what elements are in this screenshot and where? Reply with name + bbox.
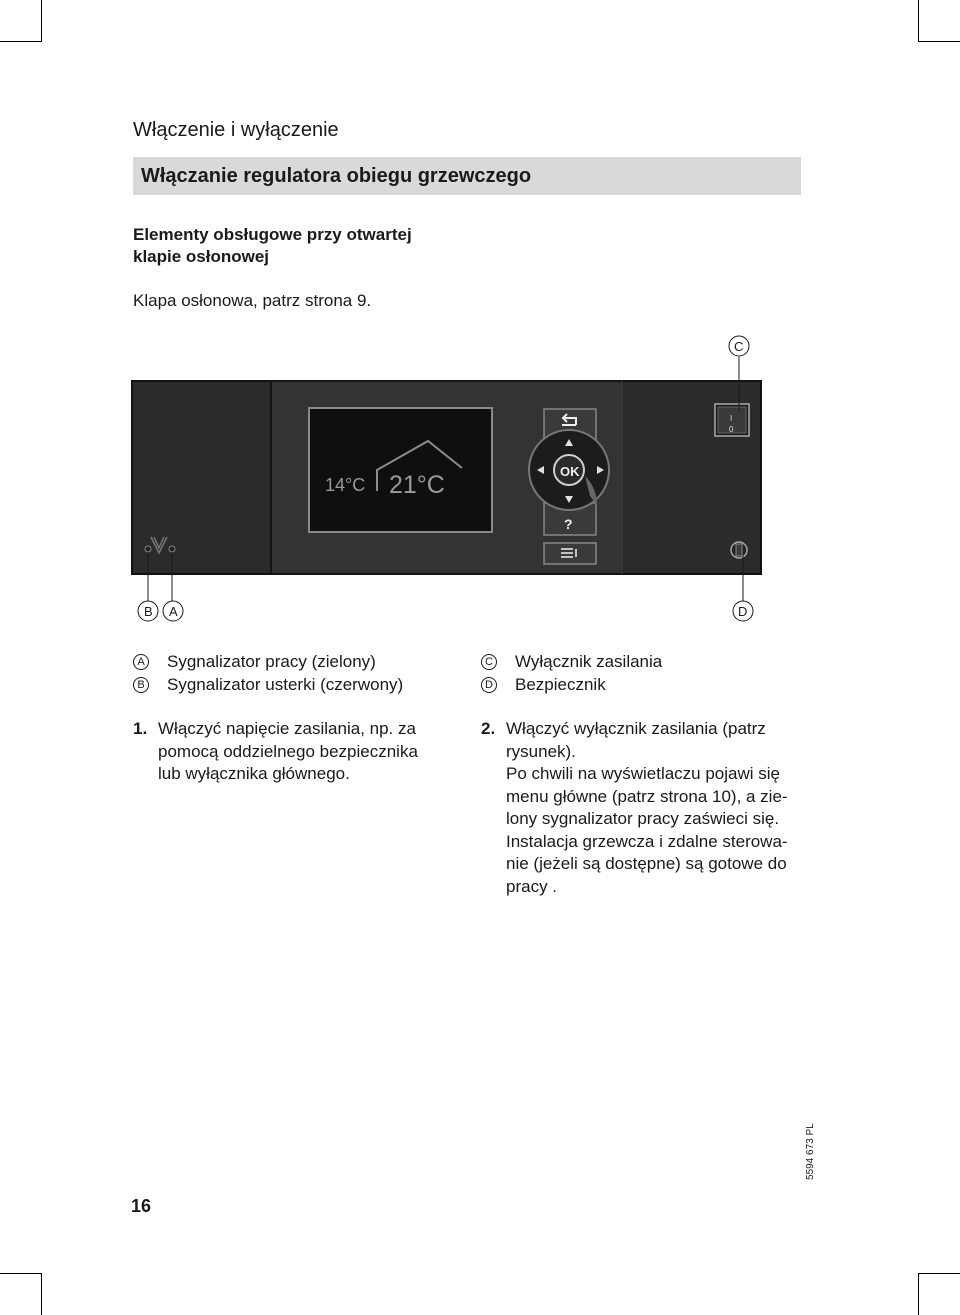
help-label: ? <box>564 516 573 532</box>
step-line: pomocą oddzielnego bezpiecznika <box>158 741 418 761</box>
step-line: Włączyć wyłącznik zasilania (patrz <box>506 719 766 738</box>
step-line: rysunek). <box>506 741 576 761</box>
subheading-line: klapie osłonowej <box>133 247 270 266</box>
legend-text: Sygnalizator pracy (zielony) <box>167 652 376 671</box>
legend-item-d <box>481 673 606 696</box>
switch-on-label: I <box>730 414 733 423</box>
callout-d <box>733 601 753 621</box>
display-bezel <box>309 408 492 532</box>
page-number: 16 <box>131 1196 152 1216</box>
controller-figure <box>0 330 960 630</box>
step-line: lony sygnalizator pracy zaświeci się. <box>506 809 780 828</box>
step-line: pracy . <box>506 876 558 896</box>
svg-text:B: B <box>144 604 153 619</box>
cover-flap-note: Klapa osłonowa, patrz strona 9. <box>133 291 372 310</box>
legend-item-a <box>133 650 376 673</box>
ok-label: OK <box>560 464 580 479</box>
step-text <box>158 718 418 786</box>
operation-indicator <box>169 546 175 552</box>
legend-key: D <box>481 677 497 693</box>
switch-off-label: 0 <box>729 425 734 434</box>
outdoor-temperature: 14°C <box>325 475 366 495</box>
heading-text: Włączanie regulatora obiegu grzewczego <box>141 165 532 187</box>
heading-bar <box>133 157 801 195</box>
svg-text:A: A <box>169 604 178 619</box>
step-line: Po chwili na wyświetlaczu pojawi się <box>506 764 781 783</box>
callout-a <box>163 601 183 621</box>
step-1 <box>133 718 463 788</box>
svg-text:D: D <box>738 604 748 619</box>
step-number: 2. <box>481 719 496 738</box>
legend-text: Sygnalizator usterki (czerwony) <box>167 675 404 694</box>
legend-key: A <box>133 654 149 670</box>
legend-item-b <box>133 673 403 696</box>
step-line: Instalacja grzewcza i zdalne sterowa- <box>506 831 788 851</box>
subheading-line: Elementy obsługowe przy otwartej <box>133 225 412 244</box>
fuse-slot <box>736 544 742 556</box>
legend-text: Bezpiecznik <box>515 675 606 694</box>
legend-key: C <box>481 654 497 670</box>
step-line: Włączyć napięcie zasilania, np. za <box>158 719 416 738</box>
subheading <box>133 224 493 268</box>
step-text <box>506 718 788 898</box>
legend-key: B <box>133 677 149 693</box>
step-number: 1. <box>133 719 148 738</box>
step-2 <box>481 718 821 903</box>
legend-text: Wyłącznik zasilania <box>515 652 663 671</box>
step-line: menu główne (patrz strona 10), a zie- <box>506 786 788 806</box>
document-code: 5594 673 PL <box>805 1123 816 1180</box>
legend-item-c <box>481 650 662 673</box>
callout-b <box>138 601 158 621</box>
section-title: Włączenie i wyłączenie <box>133 119 339 141</box>
fault-indicator <box>145 546 151 552</box>
step-line: lub wyłącznika głównego. <box>158 764 350 783</box>
room-temperature: 21°C <box>389 471 445 499</box>
callout-c <box>729 336 749 356</box>
step-line: nie (jeżeli są dostępne) są gotowe do <box>506 854 787 873</box>
svg-text:C: C <box>734 339 744 354</box>
